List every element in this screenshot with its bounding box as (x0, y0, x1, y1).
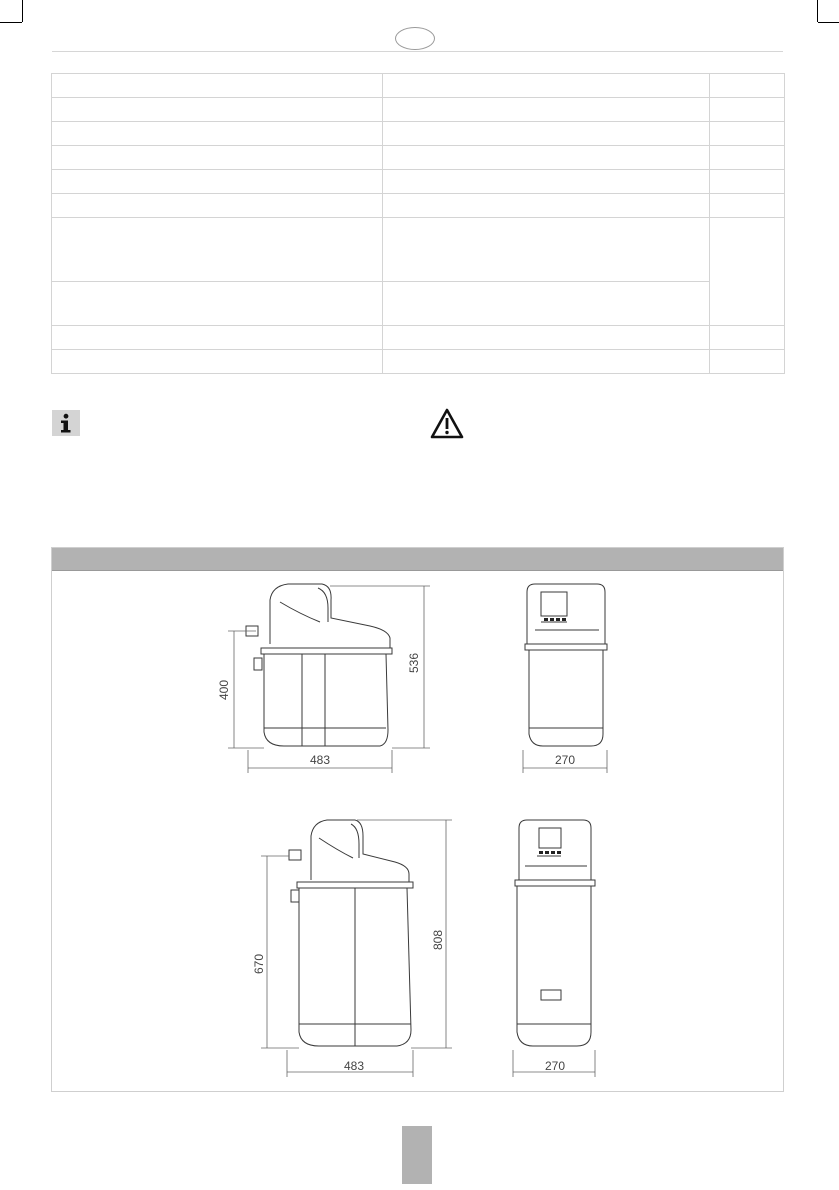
crop-mark (0, 22, 22, 23)
language-badge (395, 27, 435, 50)
table-row (52, 146, 785, 170)
small-unit-side-drawing (210, 578, 440, 773)
crop-mark (817, 0, 818, 22)
dim-483-label: 483 (309, 753, 331, 767)
table-row (52, 350, 785, 374)
crop-mark (818, 22, 839, 23)
dim-270-label: 270 (554, 753, 576, 767)
header-rule (52, 51, 783, 52)
dim-270-label: 270 (544, 1059, 566, 1073)
info-icon (52, 410, 80, 436)
small-unit-front-drawing (515, 578, 615, 773)
table-row (52, 170, 785, 194)
table-row (52, 194, 785, 218)
table-row (52, 74, 785, 98)
table-row (52, 218, 785, 282)
dimensions-title-bar (52, 548, 783, 571)
table-row (52, 98, 785, 122)
dim-670-label: 670 (252, 953, 266, 975)
dim-536-label: 536 (407, 652, 421, 674)
table-row (52, 282, 785, 326)
spec-table (51, 73, 785, 374)
page-number-tab (402, 1126, 432, 1184)
warning-icon (430, 408, 464, 440)
large-unit-side-drawing (245, 814, 460, 1079)
table-row (52, 326, 785, 350)
table-row (52, 122, 785, 146)
crop-mark (22, 0, 23, 22)
dim-808-label: 808 (431, 929, 445, 951)
large-unit-front-drawing (505, 814, 605, 1079)
dim-483-label: 483 (343, 1059, 365, 1073)
dim-400-label: 400 (217, 679, 231, 701)
